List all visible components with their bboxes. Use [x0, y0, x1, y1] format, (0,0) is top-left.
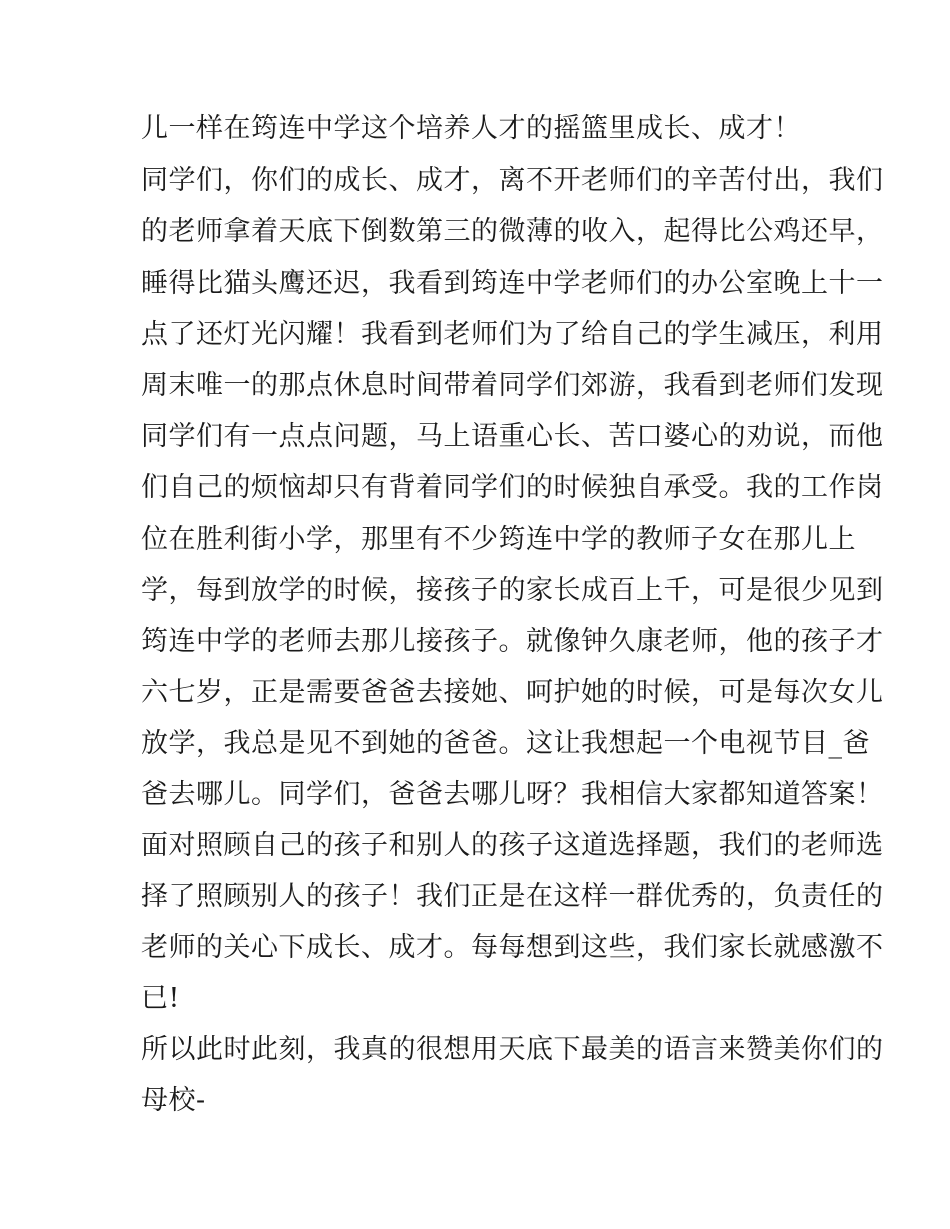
text-line-15: 面对照顾自己的孩子和别人的孩子这道选择题，我们的老师选 — [141, 830, 884, 861]
text-line-2: 同学们，你们的成长、成才，离不开老师们的辛苦付出，我们 — [141, 165, 884, 196]
text-line-9: 位在胜利街小学，那里有不少筠连中学的教师子女在那儿上 — [141, 524, 856, 555]
text-line-17: 老师的关心下成长、成才。每每想到这些，我们家长就感激不 — [141, 932, 884, 963]
text-line-20: 母校- — [141, 1085, 206, 1116]
text-line-5: 点了还灯光闪耀！我看到老师们为了给自己的学生减压，利用 — [141, 319, 884, 350]
text-line-14: 爸去哪儿。同学们，爸爸去哪儿呀？我相信大家都知道答案！ — [141, 779, 884, 810]
text-line-3: 的老师拿着天底下倒数第三的微薄的收入，起得比公鸡还早， — [141, 216, 884, 247]
text-line-11: 筠连中学的老师去那儿接孩子。就像钟久康老师，他的孩子才 — [141, 626, 884, 657]
text-line-13: 放学，我总是见不到她的爸爸。这让我想起一个电视节目_爸 — [141, 728, 870, 759]
text-line-12: 六七岁，正是需要爸爸去接她、呵护她的时候，可是每次女儿 — [141, 677, 884, 708]
text-line-10: 学，每到放学的时候，接孩子的家长成百上千，可是很少见到 — [141, 575, 884, 606]
text-line-6: 周末唯一的那点休息时间带着同学们郊游，我看到老师们发现 — [141, 370, 884, 401]
text-line-7: 同学们有一点点问题，马上语重心长、苦口婆心的劝说，而他 — [141, 421, 884, 452]
text-line-4: 睡得比猫头鹰还迟，我看到筠连中学老师们的办公室晚上十一 — [141, 268, 884, 299]
text-line-19: 所以此时此刻，我真的很想用天底下最美的语言来赞美你们的 — [141, 1034, 884, 1065]
text-line-8: 们自己的烦恼却只有背着同学们的时候独自承受。我的工作岗 — [141, 472, 884, 503]
text-line-16: 择了照顾别人的孩子！我们正是在这样一群优秀的，负责任的 — [141, 881, 884, 912]
text-line-1: 儿一样在筠连中学这个培养人才的摇篮里成长、成才！ — [141, 113, 801, 144]
text-line-18: 已! — [141, 983, 180, 1014]
